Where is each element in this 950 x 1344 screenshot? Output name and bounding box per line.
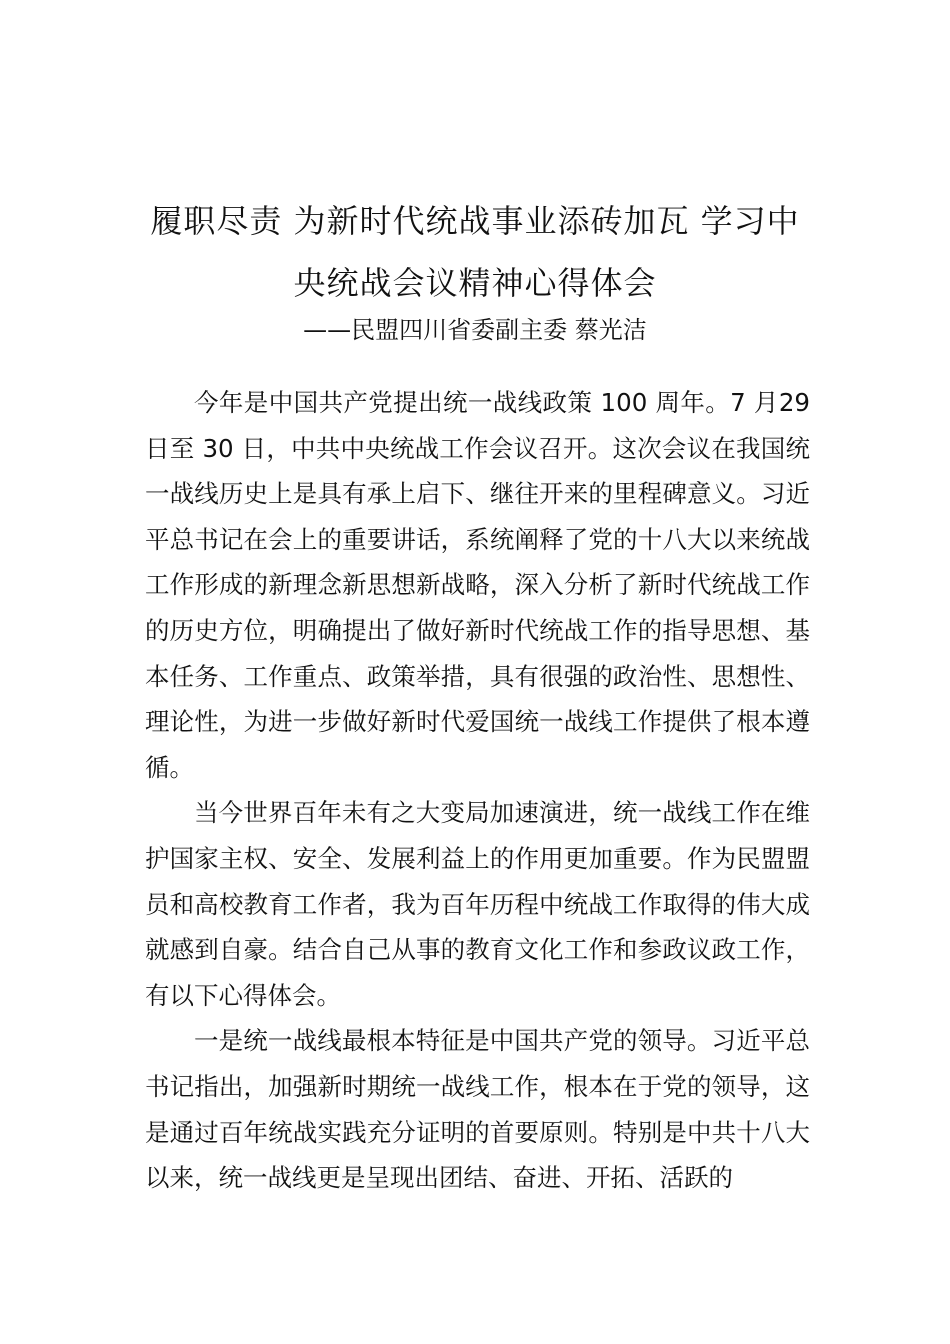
paragraph-2: 当今世界百年未有之大变局加速演进，统一战线工作在维护国家主权、安全、发展利益上的作用更加重要。作为民盟盟员和高校教育工作者，我为百年历程中统战工作取得的伟大成就感到自豪。结合自己从事的教育文化工作和参政议政工作，有以下心得体会。 xyxy=(145,798,810,1010)
paragraph-1: 今年是中国共产党提出统一战线政策 100 周年。7 月29日至 30 日，中共中央统战工作会议召开。这次会议在我国统一战线历史上是具有承上启下、继往开来的里程碑意义。习近平总书记在会上的重要讲话，系统阐释了党的十八大以来统战工作形成的新理念新思想新战略，深入分析了新时代统战工作的历史方位，明确提出了做好新时代统战工作的指导思想、基本任务、工作重点、政策举措，具有很强的政治性、思想性、理论性，为进一步做好新时代爱国统一战线工作提供了根本遵循。 xyxy=(145,388,810,782)
paragraph-3: 一是统一战线最根本特征是中国共产党的领导。习近平总书记指出，加强新时期统一战线工作，根本在于党的领导，这是通过百年统战实践充分证明的首要原则。特别是中共十八大以来，统一战线更是呈现出团结、奋进、开拓、活跃的 xyxy=(145,1026,810,1193)
document-body xyxy=(145,380,810,1201)
author-line: ——民盟四川省委副主委 蔡光洁 xyxy=(303,316,647,344)
document-title: 履职尽责 为新时代统战事业添砖加瓦 学习中央统战会议精神心得体会 xyxy=(150,202,800,302)
